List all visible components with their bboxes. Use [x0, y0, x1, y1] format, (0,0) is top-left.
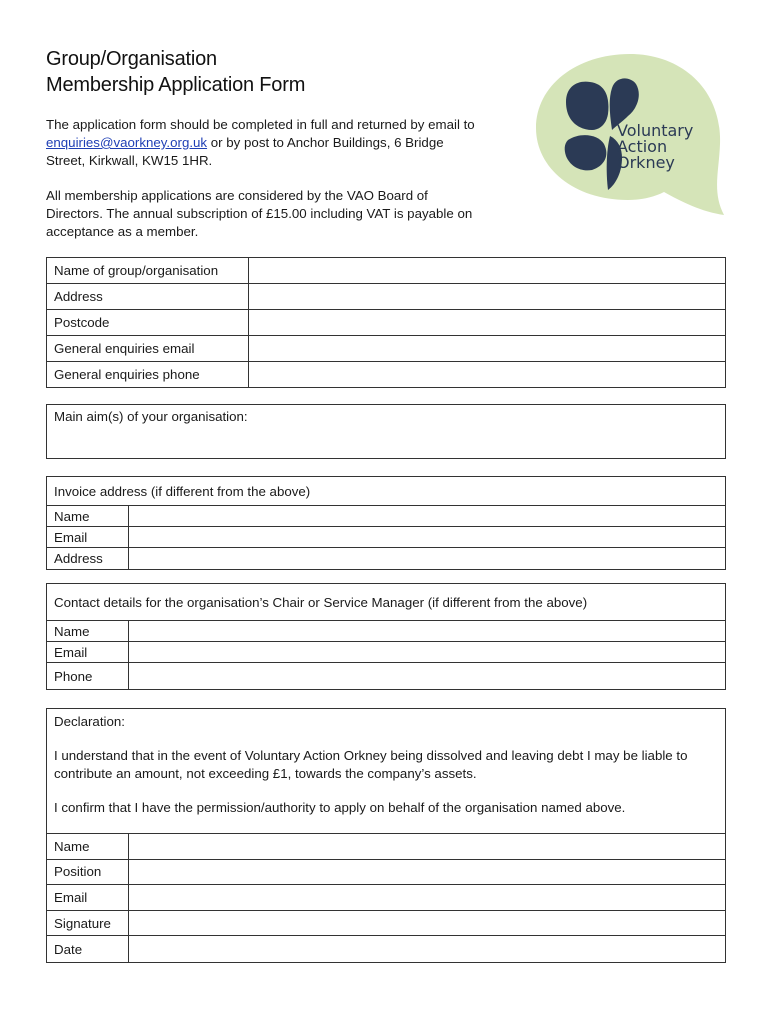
table-row	[47, 642, 725, 663]
contact-heading: Contact details for the organisation’s Chair or Service Manager (if different from the above)	[47, 584, 725, 621]
table-row	[47, 527, 725, 548]
contact-phone-field[interactable]	[129, 663, 725, 689]
declaration-text	[47, 709, 725, 834]
declaration-signature-field[interactable]	[129, 911, 725, 936]
table-row	[47, 860, 725, 886]
organisation-details-table	[46, 257, 726, 388]
general-phone-label: General enquiries phone	[47, 362, 249, 388]
title-line-2: Membership Application Form	[46, 74, 306, 96]
invoice-section	[46, 476, 726, 570]
postcode-label: Postcode	[47, 310, 249, 336]
declaration-heading: Declaration:	[54, 714, 125, 729]
general-phone-field[interactable]	[249, 362, 726, 388]
table-row	[47, 362, 726, 388]
aims-field[interactable]	[46, 404, 726, 459]
invoice-name-label: Name	[47, 506, 129, 526]
org-name-field[interactable]	[249, 258, 726, 284]
declaration-name-field[interactable]	[129, 834, 725, 859]
intro-paragraph-1: The application form should be completed in full and returned by email to enquiries@vaorkney.org.uk or by post to Anchor Buildings, 6 Bridge Street, Kirkwall, KW15 1HR.	[46, 117, 475, 168]
contact-email-label: Email	[47, 642, 129, 662]
table-row	[47, 936, 725, 962]
declaration-name-label: Name	[47, 834, 129, 859]
invoice-heading: Invoice address (if different from the above)	[47, 477, 725, 506]
general-email-field[interactable]	[249, 336, 726, 362]
declaration-paragraph-1: I understand that in the event of Voluntary Action Orkney being dissolved and leaving debt I may be liable to contribute an amount, not exceeding £1, towards the company’s assets.	[54, 748, 688, 781]
contact-phone-label: Phone	[47, 663, 129, 689]
table-row	[47, 911, 725, 937]
declaration-paragraph-2: I confirm that I have the permission/authority to apply on behalf of the organisation named above.	[54, 800, 626, 815]
table-row	[47, 284, 726, 310]
declaration-signature-label: Signature	[47, 911, 129, 936]
intro-text	[46, 116, 486, 258]
general-email-label: General enquiries email	[47, 336, 249, 362]
table-row	[47, 885, 725, 911]
declaration-section	[46, 708, 726, 963]
table-row	[47, 834, 725, 860]
declaration-position-label: Position	[47, 860, 129, 885]
table-row	[47, 663, 725, 689]
logo-text-line-1: Voluntary	[617, 121, 694, 140]
invoice-address-field[interactable]	[129, 548, 725, 569]
logo-text-line-2: Action	[617, 137, 668, 156]
org-name-label: Name of group/organisation	[47, 258, 249, 284]
table-row	[47, 310, 726, 336]
declaration-position-field[interactable]	[129, 860, 725, 885]
page-title	[46, 46, 305, 98]
table-row	[47, 548, 725, 569]
aims-label: Main aim(s) of your organisation:	[54, 409, 248, 424]
declaration-email-field[interactable]	[129, 885, 725, 910]
declaration-date-field[interactable]	[129, 936, 725, 962]
contact-name-field[interactable]	[129, 621, 725, 641]
table-row	[47, 506, 725, 527]
vao-logo	[532, 52, 728, 218]
contact-name-label: Name	[47, 621, 129, 641]
table-row	[47, 258, 726, 284]
title-line-1: Group/Organisation	[46, 48, 217, 70]
table-row	[47, 336, 726, 362]
email-link[interactable]: enquiries@vaorkney.org.uk	[46, 135, 208, 150]
intro-paragraph-2: All membership applications are considered by the VAO Board of Directors. The annual subscription of £15.00 including VAT is payable on acceptance as a member.	[46, 188, 473, 239]
contact-section	[46, 583, 726, 690]
table-row	[47, 621, 725, 642]
invoice-email-field[interactable]	[129, 527, 725, 547]
address-field[interactable]	[249, 284, 726, 310]
declaration-email-label: Email	[47, 885, 129, 910]
contact-email-field[interactable]	[129, 642, 725, 662]
declaration-date-label: Date	[47, 936, 129, 962]
invoice-email-label: Email	[47, 527, 129, 547]
address-label: Address	[47, 284, 249, 310]
invoice-name-field[interactable]	[129, 506, 725, 526]
postcode-field[interactable]	[249, 310, 726, 336]
invoice-address-label: Address	[47, 548, 129, 569]
logo-text-line-3: Orkney	[617, 153, 675, 172]
